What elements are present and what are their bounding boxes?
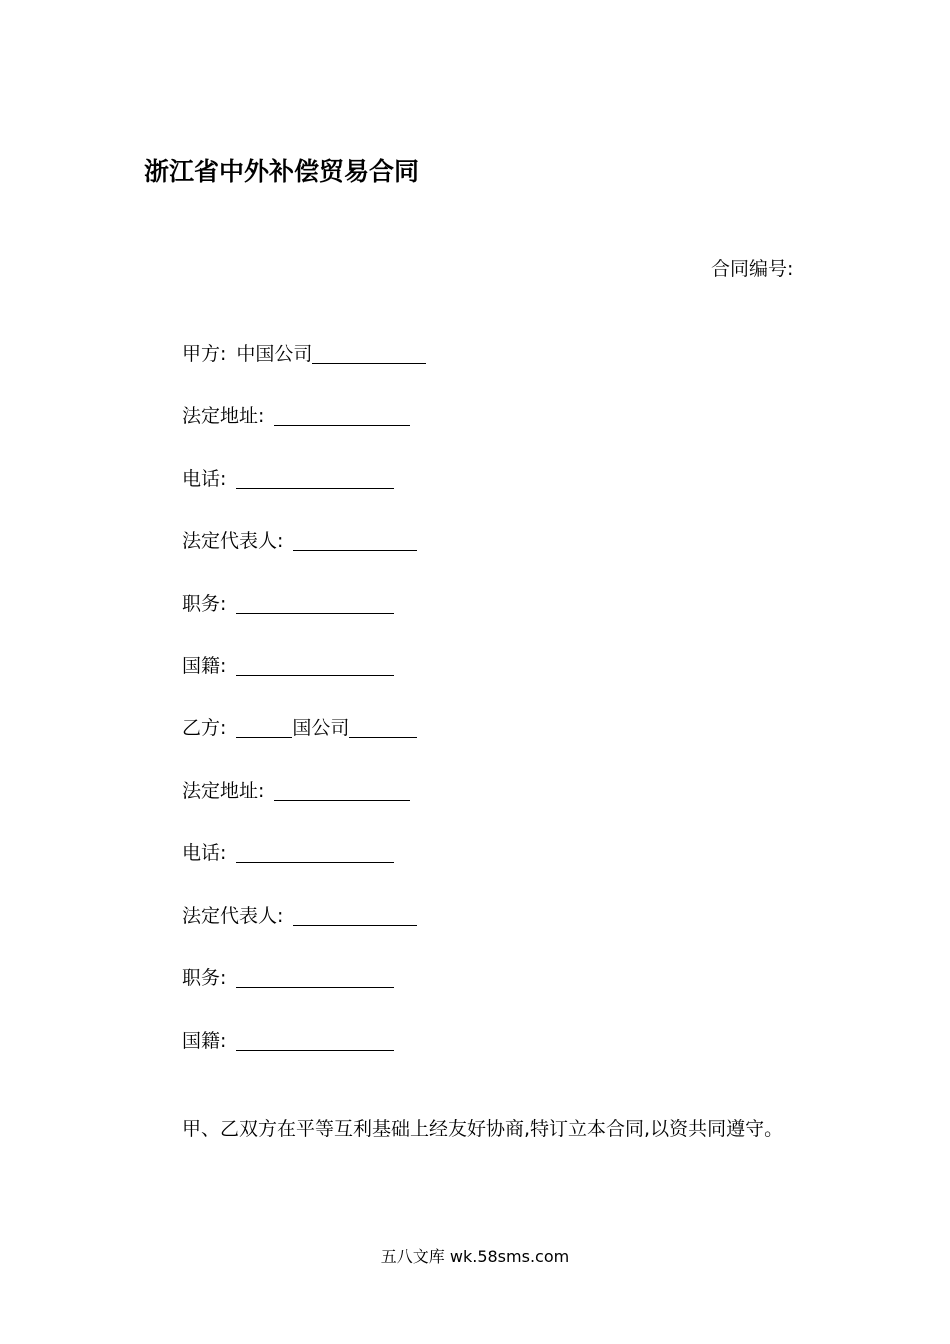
party-b-position-blank — [236, 965, 394, 988]
party-b-address-label: 法定地址: — [182, 780, 265, 802]
footer-watermark-text: 五八文库 wk.58sms.com — [380, 1247, 570, 1266]
party-b-address-line — [182, 778, 410, 804]
party-a-value: 中国公司 — [236, 343, 313, 365]
party-a-nationality-line — [182, 653, 394, 679]
party-a-position-label: 职务: — [182, 593, 227, 615]
party-b-label: 乙方: — [182, 717, 227, 739]
party-a-representative-label: 法定代表人: — [182, 530, 284, 552]
party-b-suffix-blank — [349, 715, 417, 738]
party-a-representative-line — [182, 528, 417, 554]
party-b-prefix-blank — [236, 715, 292, 738]
party-b-representative-blank — [293, 903, 417, 926]
party-b-nationality-line — [182, 1028, 394, 1054]
party-b-phone-label: 电话: — [182, 842, 227, 864]
party-a-address-blank — [274, 403, 410, 426]
party-b-representative-label: 法定代表人: — [182, 905, 284, 927]
party-b-value: 国公司 — [292, 717, 350, 739]
party-b-nationality-blank — [236, 1028, 394, 1051]
party-a-phone-label: 电话: — [182, 468, 227, 490]
document-title: 浙江省中外补偿贸易合同 — [144, 157, 420, 186]
intro-paragraph: 甲、乙双方在平等互利基础上经友好协商,特订立本合同,以资共同遵守。 — [182, 1118, 784, 1140]
party-a-position-blank — [236, 591, 394, 614]
party-a-phone-blank — [236, 466, 394, 489]
party-b-phone-line — [182, 840, 394, 866]
party-a-phone-line — [182, 466, 394, 492]
party-b-phone-blank — [236, 840, 394, 863]
party-a-address-line — [182, 403, 410, 429]
party-a-line — [182, 341, 426, 367]
party-a-blank — [312, 341, 426, 364]
party-b-line — [182, 715, 417, 741]
party-a-position-line — [182, 591, 394, 617]
party-b-representative-line — [182, 903, 417, 929]
party-a-nationality-label: 国籍: — [182, 655, 227, 677]
party-b-nationality-label: 国籍: — [182, 1030, 227, 1052]
party-a-nationality-blank — [236, 653, 394, 676]
party-a-label: 甲方: — [182, 343, 227, 365]
party-a-representative-blank — [293, 528, 417, 551]
contract-number-label: 合同编号: — [711, 258, 794, 280]
party-b-position-label: 职务: — [182, 967, 227, 989]
party-a-address-label: 法定地址: — [182, 405, 265, 427]
party-b-position-line — [182, 965, 394, 991]
party-b-address-blank — [274, 778, 410, 801]
